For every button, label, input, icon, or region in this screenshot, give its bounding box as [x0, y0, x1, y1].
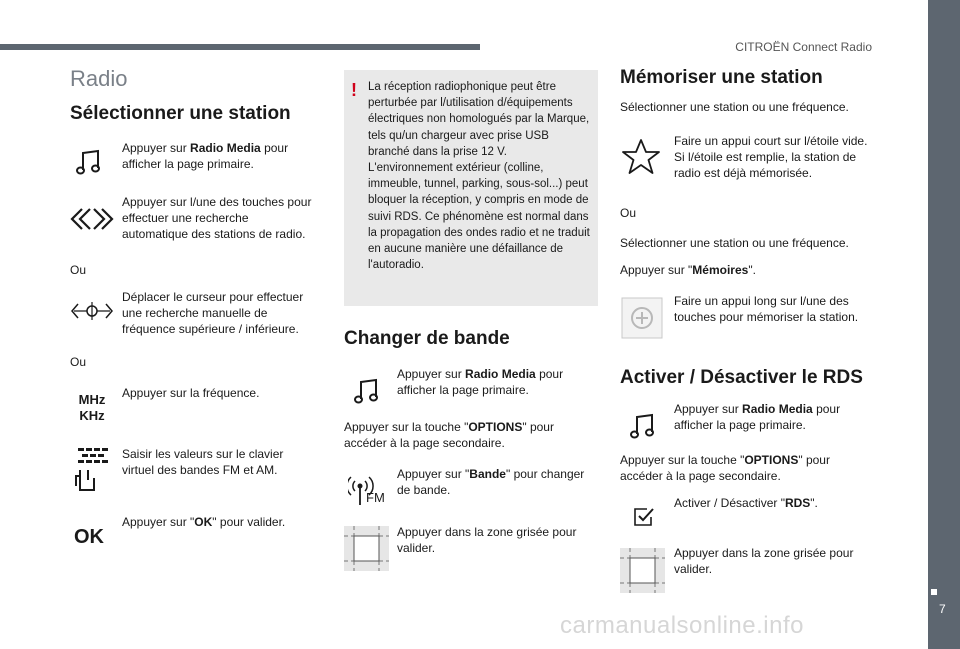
warning-icon: ! [351, 80, 357, 100]
rds-title: Activer / Désactiver le RDS [620, 367, 863, 388]
select-step1: Appuyer sur Radio Media pour afficher la page primaire. [122, 141, 289, 171]
rds-step1: Appuyer sur Radio Media pour afficher la page primaire. [674, 402, 841, 432]
rds-step4: Appuyer dans la zone grisée pour valider. [674, 546, 854, 576]
or-label-1: Ou [70, 263, 87, 277]
keypad-hand-icon [74, 446, 110, 494]
warning-notice-text: La réception radiophonique peut être perturbée par l/utilisation d/équipements électriques non homologués par la Marque, tels qu/un chargeur avec prise USB branché dans la prise 12 V. L'environnement extérieur (colline, immeuble, tunnel, parking, sous-sol...) peut bloquer la réception, y compris en mode de suivi RDS. Ce phénomène est normal dans la propagation des ondes radio et ne traduit en aucune manière une défaillance de l'autoradio. [368, 81, 590, 272]
fm-icon-label: FM [366, 490, 385, 505]
memorize-title: Mémoriser une station [620, 67, 823, 88]
memorize-step3: Faire un appui long sur l/une des touches pour mémoriser la station. [674, 294, 859, 324]
rds-step3: Activer / Désactiver "RDS". [674, 496, 818, 510]
header-brand: CITROËN Connect Radio [735, 40, 872, 54]
band-step2: Appuyer sur la touche "OPTIONS" pour accéder à la page secondaire. [344, 420, 554, 450]
ok-icon: OK [74, 526, 104, 548]
page-number: 7 [939, 602, 946, 616]
page-title: Radio [70, 66, 128, 91]
select-step6: Appuyer sur "OK" pour valider. [122, 515, 286, 529]
band-step1: Appuyer sur Radio Media pour afficher la page primaire. [397, 367, 564, 397]
select-step4: Appuyer sur la fréquence. [122, 386, 260, 400]
band-step3: Appuyer sur "Bande" pour changer de bande. [397, 467, 585, 497]
select-step2: Appuyer sur l/une des touches pour effectuer une recherche automatique des stations de radio. [122, 195, 312, 241]
memorize-step2: Appuyer sur "Mémoires". [620, 263, 756, 277]
mhz-label: MHz [78, 392, 106, 407]
header-bar [0, 44, 480, 50]
khz-label: KHz [79, 408, 105, 423]
change-band-title: Changer de bande [344, 328, 510, 349]
page-marker [931, 589, 937, 595]
frequency-unit-icon [72, 392, 112, 424]
add-memory-icon [621, 297, 663, 339]
checkbox-icon [633, 507, 655, 527]
star-outline-icon [621, 138, 661, 176]
memorize-intro: Sélectionner une station ou une fréquence. [620, 100, 849, 114]
rds-step2: Appuyer sur la touche "OPTIONS" pour accéder à la page secondaire. [620, 453, 830, 483]
memorize-or: Ou [620, 206, 637, 220]
select-station-title: Sélectionner une station [70, 103, 291, 124]
music-note-icon [76, 148, 102, 176]
select-step5: Saisir les valeurs sur le clavier virtuel des bandes FM et AM. [122, 447, 284, 477]
memorize-step1: Faire un appui court sur l/étoile vide. Si l/étoile est remplie, la station de radio est déjà mémorisée. [674, 134, 868, 180]
or-label-2: Ou [70, 355, 87, 369]
grey-zone-icon [620, 548, 665, 593]
memorize-intro2: Sélectionner une station ou une fréquence. [620, 236, 849, 250]
select-step3: Déplacer le curseur pour effectuer une recherche manuelle de fréquence supérieure / inférieure. [122, 290, 304, 336]
band-step4: Appuyer dans la zone grisée pour valider. [397, 525, 577, 555]
music-note-icon [630, 412, 656, 440]
watermark: carmanualsonline.info [560, 612, 804, 639]
slider-cursor-icon [70, 300, 114, 322]
right-sidebar [928, 0, 960, 649]
seek-arrows-icon [70, 207, 114, 231]
music-note-icon [354, 377, 380, 405]
grey-zone-icon [344, 526, 389, 571]
